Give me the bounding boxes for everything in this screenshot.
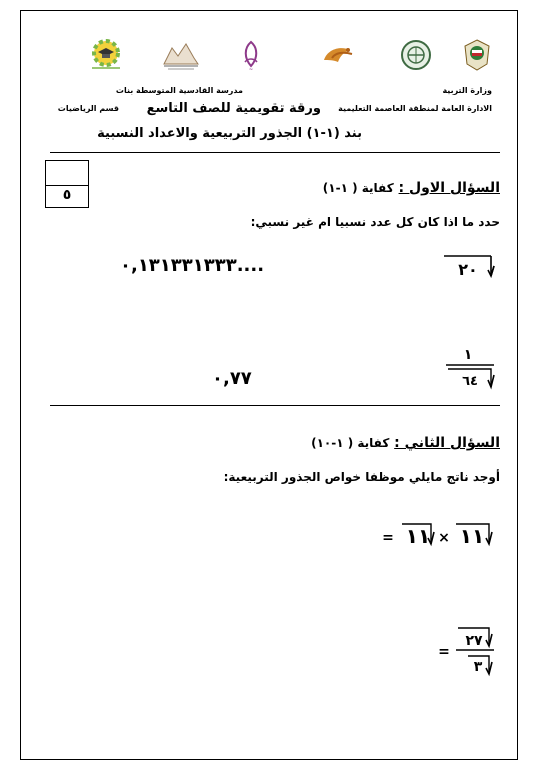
ministry-seal-icon <box>398 38 434 72</box>
question2-competency: كفاية ( ١-١٠) <box>311 436 390 450</box>
question1-label: السؤال الاول : <box>398 180 500 196</box>
ministry-name: وزارة التربية <box>442 86 492 95</box>
score-value: ٥ <box>62 187 72 203</box>
q2-item-product <box>380 520 500 554</box>
q1-item-fraction <box>440 345 500 395</box>
q1-item-decimal: ٠,١٣١٣٣١٣٣٣.... <box>120 255 265 276</box>
unit-title: بند (١-١) الجذور التربيعية والاعداد النسبية <box>97 126 362 141</box>
question-divider <box>50 405 500 406</box>
department-name: قسم الرياضيات <box>57 104 119 113</box>
q1-fraction-denominator: ٦٤ <box>462 374 478 389</box>
question1-instruction: حدد ما اذا كان كل عدد نسبيا ام غير نسبي: <box>250 215 500 229</box>
q1-item-sqrt-20 <box>440 250 500 284</box>
gear-graduate-logo-icon <box>84 38 128 72</box>
q2-quotient-numerator: ٢٧ <box>465 633 483 649</box>
q2-product-operator: × <box>438 530 450 546</box>
directorate-name: الادارة العامة لمنطقة العاصمة التعليمية <box>338 104 492 113</box>
question2-label: السؤال الثاني : <box>394 435 500 451</box>
q1-sqrt-20-radicand: ٢٠ <box>458 260 478 279</box>
q2-quotient-denominator: ٣ <box>473 659 483 675</box>
q2-product-equals: = <box>382 530 394 546</box>
kuwait-emblem-icon <box>462 38 492 72</box>
building-logo-icon <box>158 38 204 72</box>
q2-quotient-equals: = <box>438 644 450 660</box>
q2-item-quotient <box>434 626 500 682</box>
q2-product-right: ١١ <box>405 524 431 548</box>
q1-item-decimal-2: ٠,٧٧ <box>212 368 252 389</box>
calligraphy-logo-icon <box>236 38 266 72</box>
bird-logo-icon <box>318 38 358 72</box>
question2-heading <box>311 435 500 451</box>
question1-heading <box>323 180 500 196</box>
svg-text:~: ~ <box>248 67 254 72</box>
score-box <box>45 160 89 208</box>
header-divider <box>50 152 500 153</box>
q1-fraction-numerator: ١ <box>463 347 473 363</box>
school-name: مدرسة القادسية المتوسطة بنات <box>115 86 243 95</box>
question2-instruction: أوجد ناتج مايلي موظفا خواص الجذور التربيعية: <box>223 470 500 484</box>
q2-product-left: ١١ <box>459 524 485 548</box>
question1-competency: كفاية ( ١-١) <box>322 181 394 195</box>
sheet-title: ورقة تقويمية للصف التاسع <box>146 101 321 116</box>
